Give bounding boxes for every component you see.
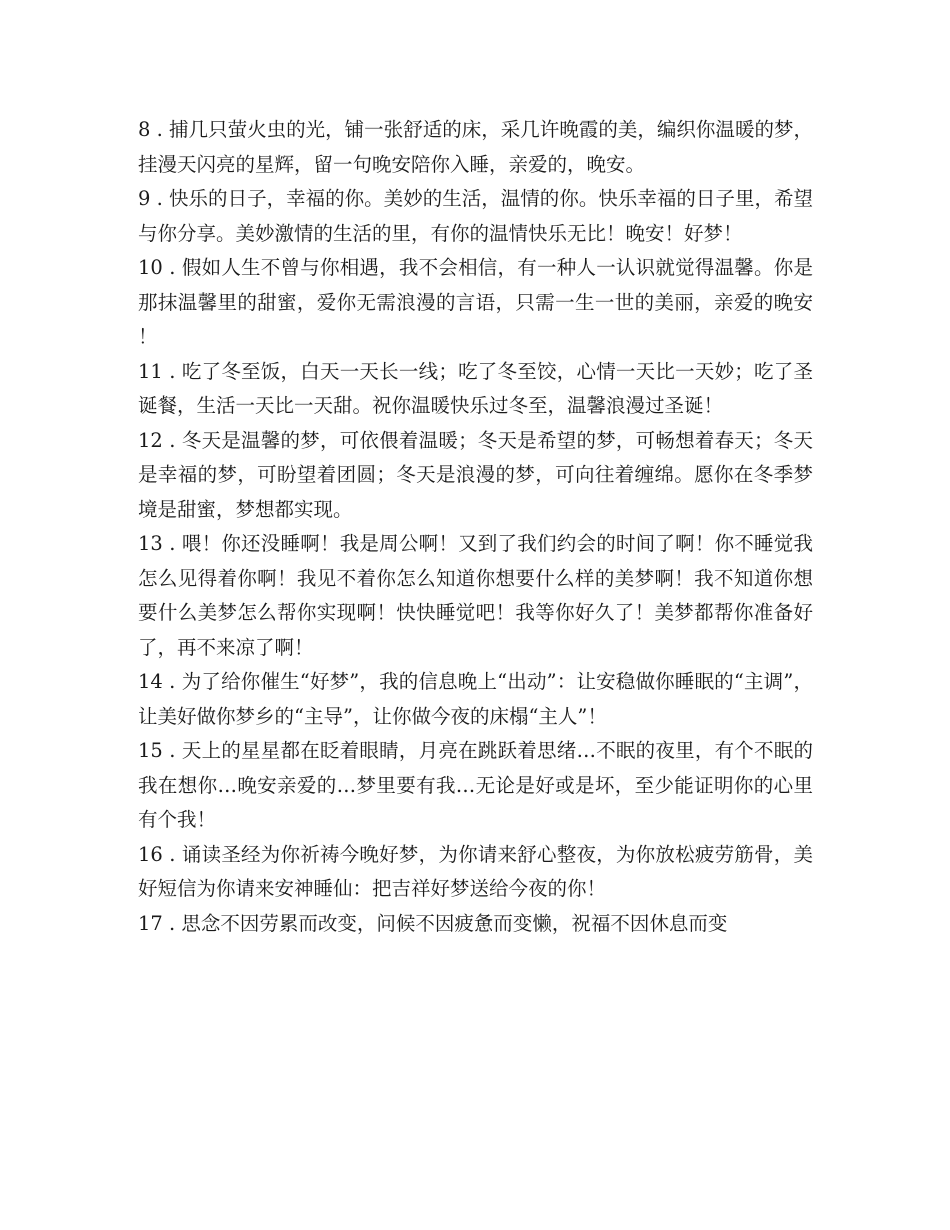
list-item: 9 . 快乐的日子，幸福的你。美妙的生活，温情的你。快乐幸福的日子里，希望与你分享。美妙激情的生活的里，有你的温情快乐无比！晚安！好梦！ [138,187,813,245]
list-item: 15 . 天上的星星都在眨着眼睛，月亮在跳跃着思绪…不眠的夜里，有个不眠的我在想你…晚安亲爱的…梦里要有我…无论是好或是坏，至少能证明你的心里有个我！ [138,739,813,831]
list-item: 12 . 冬天是温馨的梦，可依偎着温暖；冬天是希望的梦，可畅想着春天；冬天是幸福的梦，可盼望着团圆；冬天是浪漫的梦，可向往着缠绵。愿你在冬季梦境是甜蜜，梦想都实现。 [138,428,813,521]
list-item: 17 . 思念不因劳累而改变，问候不因疲惫而变懒，祝福不因休息而变 [138,911,728,935]
list-item: 13 . 喂！你还没睡啊！我是周公啊！又到了我们约会的时间了啊！你不睡觉我怎么见得着你啊！我见不着你怎么知道你想要什么样的美梦啊！我不知道你想要什么美梦怎么帮你实现啊！快快睡觉吧！我等你好久了！美梦都帮你准备好了，再不来凉了啊！ [138,532,813,659]
list-item: 16 . 诵读圣经为你祈祷今晚好梦，为你请来舒心整夜，为你放松疲劳筋骨，美好短信为你请来安神睡仙：把吉祥好梦送给今夜的你！ [138,842,813,900]
list-item: 11 . 吃了冬至饭，白天一天长一线；吃了冬至饺，心情一天比一天妙；吃了圣诞餐，生活一天比一天甜。祝你温暖快乐过冬至，温馨浪漫过圣诞！ [138,359,813,417]
document-body [138,113,813,941]
list-item: 8 . 捕几只萤火虫的光，铺一张舒适的床，采几许晚霞的美，编织你温暖的梦，挂漫天闪亮的星辉，留一句晚安陪你入睡，亲爱的，晚安。 [138,118,813,176]
list-item: 10 . 假如人生不曾与你相遇，我不会相信，有一种人一认识就觉得温馨。你是那抹温馨里的甜蜜，爱你无需浪漫的言语，只需一生一世的美丽，亲爱的晚安！ [138,256,813,348]
list-item: 14 . 为了给你催生“好梦”，我的信息晚上“出动”：让安稳做你睡眠的“主调”，让美好做你梦乡的“主导”，让你做今夜的床榻“主人”！ [138,670,813,728]
